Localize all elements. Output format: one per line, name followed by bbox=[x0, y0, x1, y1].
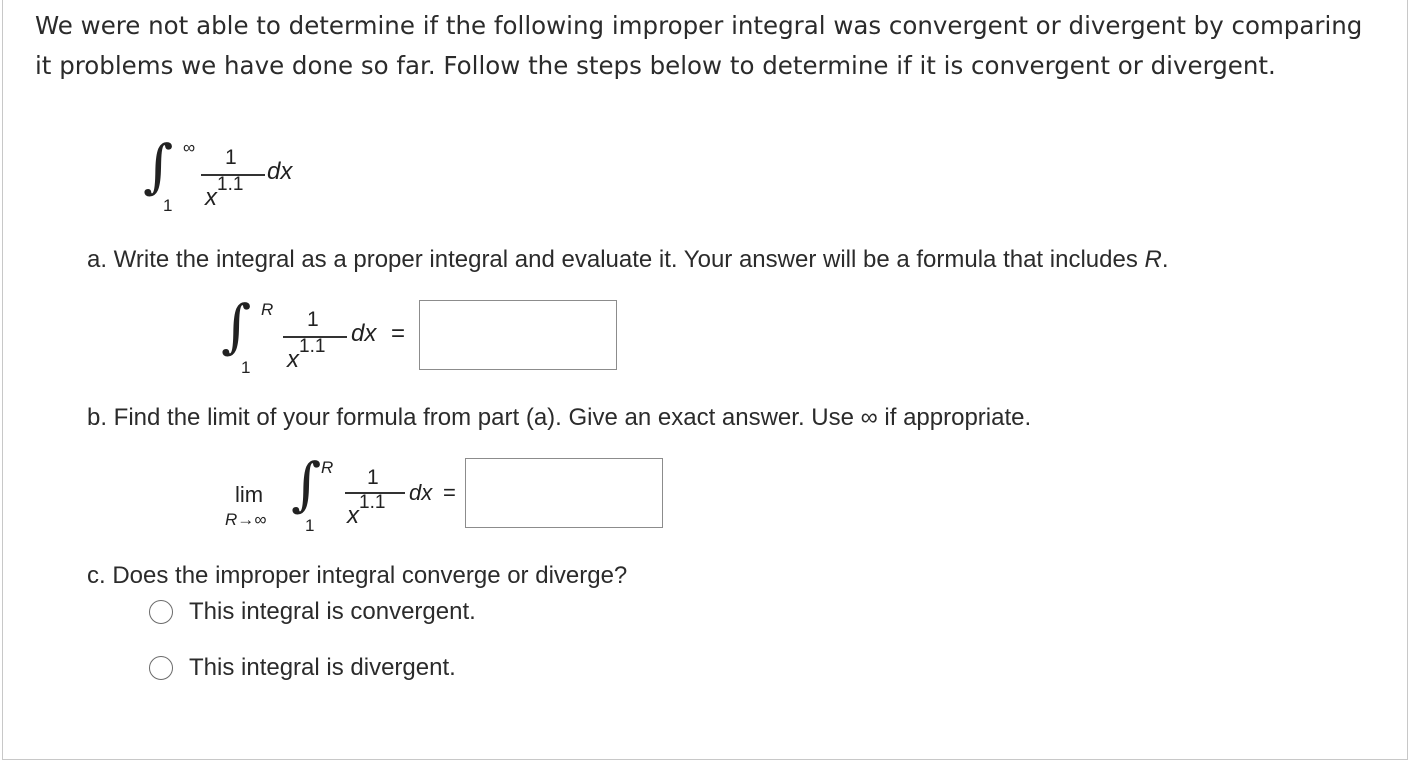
part-a-text: a. Write the integral as a proper integral and evaluate it. Your answer will be a formula that includes R. bbox=[87, 246, 1169, 273]
part-a-integral bbox=[221, 292, 421, 380]
dx: dx bbox=[409, 480, 433, 505]
lower-limit: 1 bbox=[241, 358, 251, 377]
lower-limit: 1 bbox=[305, 516, 315, 535]
lower-limit: 1 bbox=[163, 196, 173, 215]
upper-limit: R bbox=[261, 300, 274, 319]
integral-expression bbox=[143, 132, 323, 218]
denominator-base: x bbox=[205, 184, 217, 211]
option-label-divergent: This integral is divergent. bbox=[189, 654, 456, 681]
denominator bbox=[347, 492, 386, 530]
question-card bbox=[2, 0, 1408, 760]
numerator: 1 bbox=[367, 466, 379, 489]
upper-limit: R bbox=[321, 458, 334, 477]
denominator bbox=[287, 336, 326, 374]
denominator-base: x bbox=[287, 346, 299, 373]
dx: dx bbox=[351, 320, 377, 347]
upper-limit: ∞ bbox=[183, 138, 196, 157]
dx: dx bbox=[267, 158, 293, 185]
part-a-answer-input[interactable] bbox=[419, 300, 617, 370]
part-b-limit-expression bbox=[225, 450, 475, 540]
part-b-answer-input[interactable] bbox=[465, 458, 663, 528]
radio-button-convergent[interactable] bbox=[149, 600, 173, 624]
numerator: 1 bbox=[307, 308, 319, 331]
denominator-exponent: 1.1 bbox=[299, 336, 326, 357]
intro-text: We were not able to determine if the following improper integral was convergent or divergent by comparing it problems we have done so far. Follow the steps below to determine if it is convergent or divergent. bbox=[35, 11, 1363, 80]
integral-sign: ∫ bbox=[291, 450, 322, 518]
radio-button-divergent[interactable] bbox=[149, 656, 173, 680]
part-b-text: b. Find the limit of your formula from part (a). Give an exact answer. Use ∞ if appropriate. bbox=[87, 404, 1032, 431]
option-label-convergent: This integral is convergent. bbox=[189, 598, 476, 625]
variable-r: R bbox=[1144, 246, 1162, 273]
denominator-exponent: 1.1 bbox=[359, 492, 386, 513]
denominator-base: x bbox=[347, 502, 359, 529]
equals-sign: = bbox=[391, 320, 406, 347]
integral-sign: ∫ bbox=[221, 292, 252, 360]
denominator-exponent: 1.1 bbox=[217, 174, 244, 195]
lim-label: lim bbox=[235, 482, 264, 507]
numerator: 1 bbox=[225, 146, 237, 169]
part-c-question: c. Does the improper integral converge or diverge? bbox=[87, 562, 628, 589]
denominator bbox=[205, 174, 244, 212]
option-divergent[interactable] bbox=[149, 654, 456, 682]
option-convergent[interactable] bbox=[149, 598, 476, 626]
lim-subscript: R→∞ bbox=[225, 510, 267, 529]
integral-sign: ∫ bbox=[143, 132, 174, 200]
equals-sign: = bbox=[443, 480, 456, 505]
